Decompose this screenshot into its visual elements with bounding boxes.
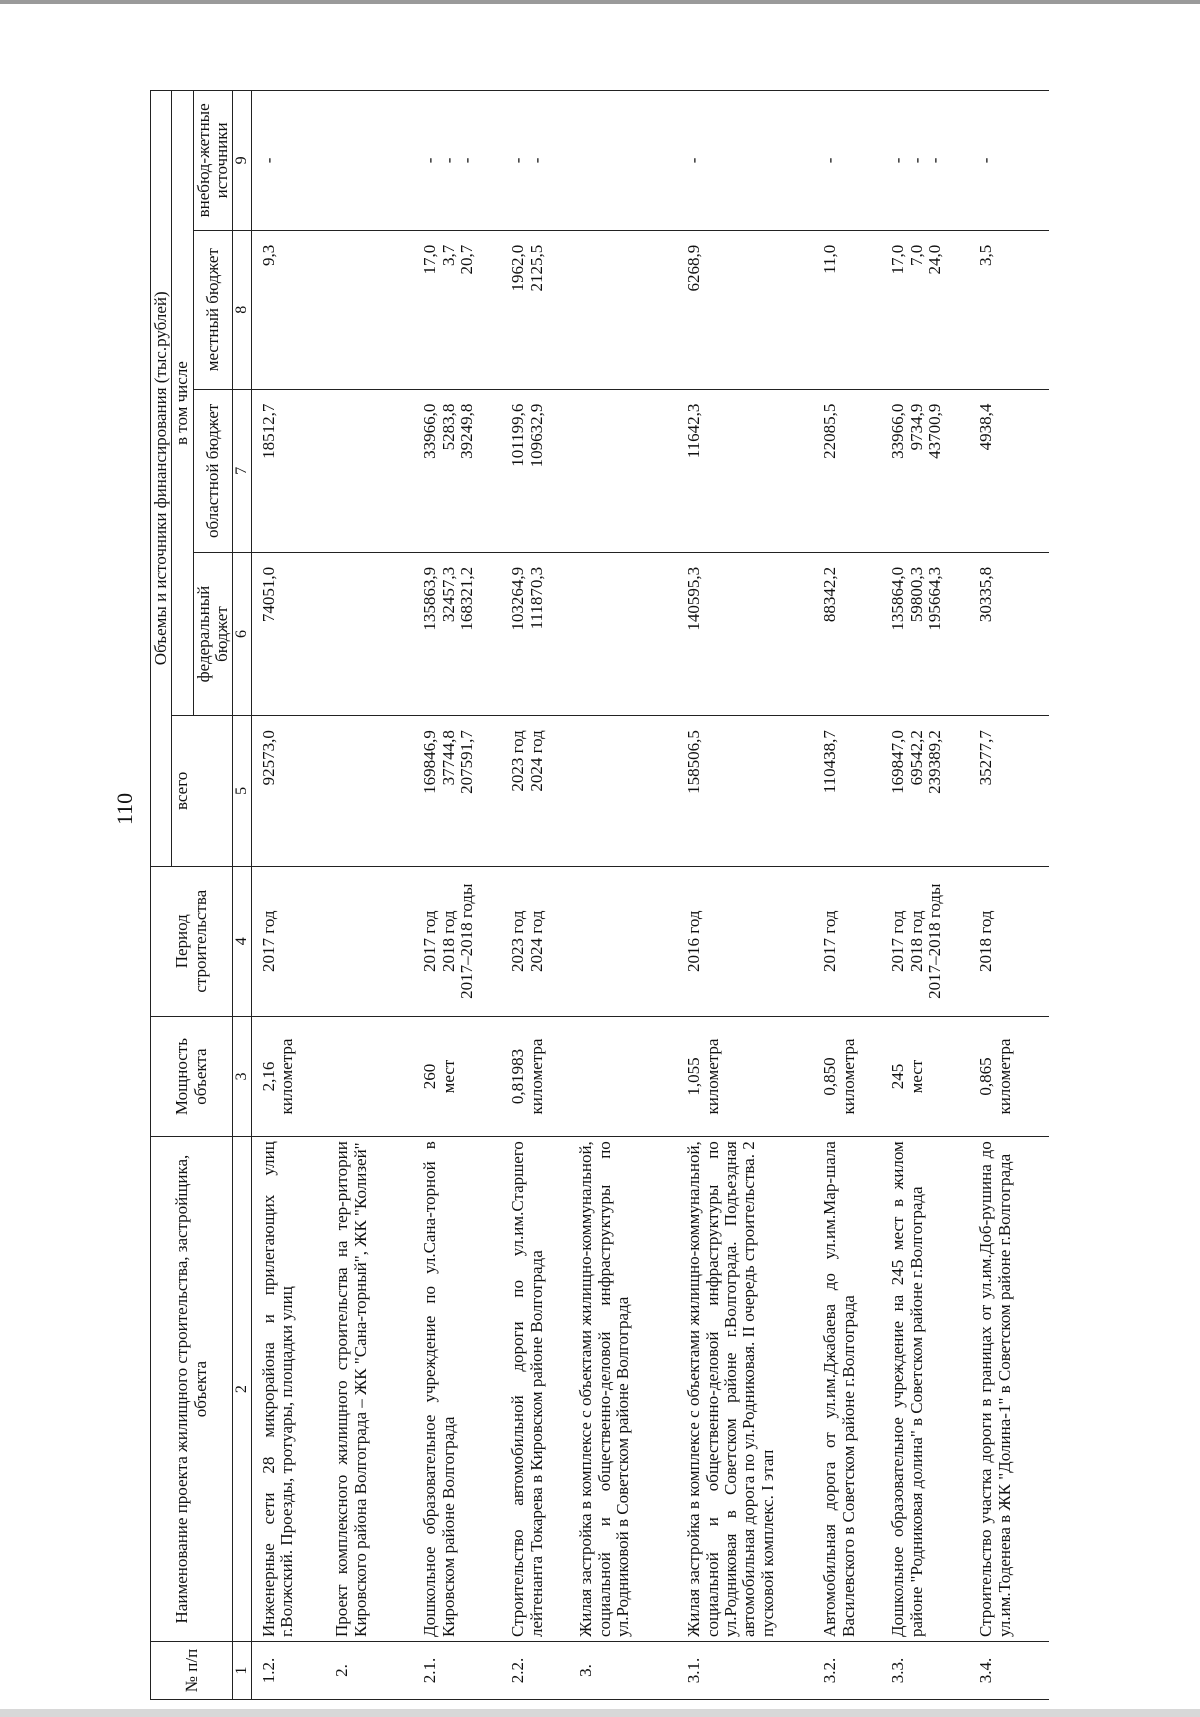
row-num: 3.4. bbox=[969, 1642, 1049, 1700]
column-number: 5 bbox=[233, 716, 251, 866]
row-local bbox=[325, 230, 413, 389]
row-period: 2017 год bbox=[813, 866, 881, 1016]
row-period: 2017 год bbox=[251, 866, 325, 1016]
row-total: 158506,5 bbox=[677, 716, 813, 866]
row-total: 92573,0 bbox=[251, 716, 325, 866]
row-local bbox=[569, 230, 677, 389]
row-extra: - bbox=[969, 91, 1049, 231]
row-extra: - - bbox=[501, 91, 569, 231]
row-name: Строительство автомобильной дороги по ул.им.Старшего лейтенанта Токарева в Кировском районе Волгограда bbox=[501, 1137, 569, 1642]
column-number: 7 bbox=[233, 389, 251, 552]
row-period bbox=[569, 866, 677, 1016]
row-extra: - - - bbox=[413, 91, 501, 231]
row-name: Дошкольное образовательное учреждение по ул.Сана-торной в Кировском районе Волгограда bbox=[413, 1137, 501, 1642]
row-num: 3. bbox=[569, 1642, 677, 1700]
row-num: 2. bbox=[325, 1642, 413, 1700]
row-federal: 88342,2 bbox=[813, 552, 881, 715]
row-period: 2017 год 2018 год 2017–2018 годы bbox=[413, 866, 501, 1016]
header-name: Наименование проекта жилищного строительства, застройщика, объекта bbox=[151, 1137, 233, 1642]
column-number: 8 bbox=[233, 230, 251, 389]
column-number: 9 bbox=[233, 91, 251, 231]
row-name: Инженерные сети 28 микрорайона и прилегающих улиц г.Волжский. Проезды, тротуары, площадки улиц bbox=[251, 1137, 325, 1642]
row-federal: 135864,0 59800,3 195664,3 bbox=[881, 552, 969, 715]
row-local: 1962,0 2125,5 bbox=[501, 230, 569, 389]
page-number: 110 bbox=[112, 792, 137, 825]
row-num: 2.2. bbox=[501, 1642, 569, 1700]
column-number-row bbox=[233, 91, 251, 1700]
row-period: 2016 год bbox=[677, 866, 813, 1016]
header-local: местный бюджет bbox=[193, 230, 233, 389]
header-federal: федеральный бюджет bbox=[193, 552, 233, 715]
row-extra: - - - bbox=[881, 91, 969, 231]
row-total: 35277,7 bbox=[969, 716, 1049, 866]
row-name: Автомобильная дорога от ул.им.Джабаева до ул.им.Мар-шала Василевского в Советском районе г.Волгограда bbox=[813, 1137, 881, 1642]
row-capacity: 260 мест bbox=[413, 1016, 501, 1136]
table-row bbox=[813, 91, 881, 1700]
table-row bbox=[251, 91, 325, 1700]
header-regional: областной бюджет bbox=[193, 389, 233, 552]
row-extra: - bbox=[251, 91, 325, 231]
row-regional: 33966,0 5283,8 39249,8 bbox=[413, 389, 501, 552]
row-num: 1.2. bbox=[251, 1642, 325, 1700]
row-regional: 101199,6 109632,9 bbox=[501, 389, 569, 552]
row-regional: 22085,5 bbox=[813, 389, 881, 552]
header-in-that: в том числе bbox=[172, 91, 193, 716]
row-num: 2.1. bbox=[413, 1642, 501, 1700]
row-capacity: 0,850 километра bbox=[813, 1016, 881, 1136]
table-row bbox=[501, 91, 569, 1700]
table-row bbox=[569, 91, 677, 1700]
row-federal bbox=[569, 552, 677, 715]
row-num: 3.1. bbox=[677, 1642, 813, 1700]
row-capacity bbox=[325, 1016, 413, 1136]
header-funding-group: Объемы и источники финансирования (тыс.рублей) bbox=[151, 91, 172, 867]
row-local: 11,0 bbox=[813, 230, 881, 389]
row-federal bbox=[325, 552, 413, 715]
row-total: 110438,7 bbox=[813, 716, 881, 866]
row-federal: 140595,3 bbox=[677, 552, 813, 715]
row-name: Жилая застройка в комплексе с объектами жилищно-коммунальной, социальной и общественно-деловой инфраструктуры по ул.Родниковой в Советском районе Волгограда bbox=[569, 1137, 677, 1642]
row-period bbox=[325, 866, 413, 1016]
table-row bbox=[969, 91, 1049, 1700]
row-federal: 30335,8 bbox=[969, 552, 1049, 715]
row-regional: 33966,0 9734,9 43700,9 bbox=[881, 389, 969, 552]
row-period: 2017 год 2018 год 2017–2018 годы bbox=[881, 866, 969, 1016]
row-regional bbox=[569, 389, 677, 552]
table-row bbox=[413, 91, 501, 1700]
header-num: № п/п bbox=[151, 1642, 233, 1700]
scan-edge-bottom bbox=[0, 1709, 1200, 1717]
table-row bbox=[881, 91, 969, 1700]
header-total: всего bbox=[172, 716, 233, 866]
row-total bbox=[325, 716, 413, 866]
row-regional bbox=[325, 389, 413, 552]
header-extra: внебюд-жетные источники bbox=[193, 91, 233, 231]
row-name: Проект комплексного жилищного строительства на тер-ритории Кировского района Волгограда – ЖК "Сана-торный", ЖК "Колизей" bbox=[325, 1137, 413, 1642]
row-regional: 11642,3 bbox=[677, 389, 813, 552]
row-capacity: 1,055 километра bbox=[677, 1016, 813, 1136]
column-number: 1 bbox=[233, 1642, 251, 1700]
row-federal: 103264,9 111870,3 bbox=[501, 552, 569, 715]
row-extra: - bbox=[677, 91, 813, 231]
column-number: 3 bbox=[233, 1016, 251, 1136]
rotated-table-container bbox=[150, 90, 1049, 1700]
row-local: 17,0 7,0 24,0 bbox=[881, 230, 969, 389]
row-name: Жилая застройка в комплексе с объектами жилищно-коммунальной, социальной и общественно-деловой инфраструктуры по ул.Родниковая в Советском районе г.Волгограда. Подъездная автомобильная дорога по ул.Родниковая. II очередь строительства. 2 пусковой комплекс. I этап bbox=[677, 1137, 813, 1642]
column-number: 2 bbox=[233, 1137, 251, 1642]
row-federal: 135863,9 32457,3 168321,2 bbox=[413, 552, 501, 715]
header-capacity: Мощность объекта bbox=[151, 1016, 233, 1136]
row-total: 169846,9 37744,8 207591,7 bbox=[413, 716, 501, 866]
row-regional: 18512,7 bbox=[251, 389, 325, 552]
row-period: 2018 год bbox=[969, 866, 1049, 1016]
table-row bbox=[325, 91, 413, 1700]
row-local: 17,0 3,7 20,7 bbox=[413, 230, 501, 389]
row-extra bbox=[325, 91, 413, 231]
scan-edge-top bbox=[0, 0, 1200, 4]
row-local: 6268,9 bbox=[677, 230, 813, 389]
row-extra: - bbox=[813, 91, 881, 231]
row-capacity: 2,16 километра bbox=[251, 1016, 325, 1136]
row-name: Строительство участка дороги в границах от ул.им.Доб-рушина до ул.им.Тоденева в ЖК "Долина-1" в Советском районе г.Волгограда bbox=[969, 1137, 1049, 1642]
row-capacity: 245 мест bbox=[881, 1016, 969, 1136]
row-extra bbox=[569, 91, 677, 231]
row-capacity: 0,81983 километра bbox=[501, 1016, 569, 1136]
row-local: 3,5 bbox=[969, 230, 1049, 389]
row-name: Дошкольное образовательное учреждение на 245 мест в жилом районе "Родниковая долина" в Советском районе г.Волгограда bbox=[881, 1137, 969, 1642]
column-number: 6 bbox=[233, 552, 251, 715]
funding-table bbox=[150, 90, 1049, 1700]
row-local: 9,3 bbox=[251, 230, 325, 389]
row-total: 2023 год 2024 год bbox=[501, 716, 569, 866]
table-row bbox=[677, 91, 813, 1700]
column-number: 4 bbox=[233, 866, 251, 1016]
row-period: 2023 год 2024 год bbox=[501, 866, 569, 1016]
header-period: Период строительства bbox=[151, 866, 233, 1016]
row-capacity: 0,865 километра bbox=[969, 1016, 1049, 1136]
row-total bbox=[569, 716, 677, 866]
row-regional: 4938,4 bbox=[969, 389, 1049, 552]
row-total: 169847,0 69542,2 239389,2 bbox=[881, 716, 969, 866]
row-num: 3.2. bbox=[813, 1642, 881, 1700]
row-capacity bbox=[569, 1016, 677, 1136]
row-federal: 74051,0 bbox=[251, 552, 325, 715]
row-num: 3.3. bbox=[881, 1642, 969, 1700]
